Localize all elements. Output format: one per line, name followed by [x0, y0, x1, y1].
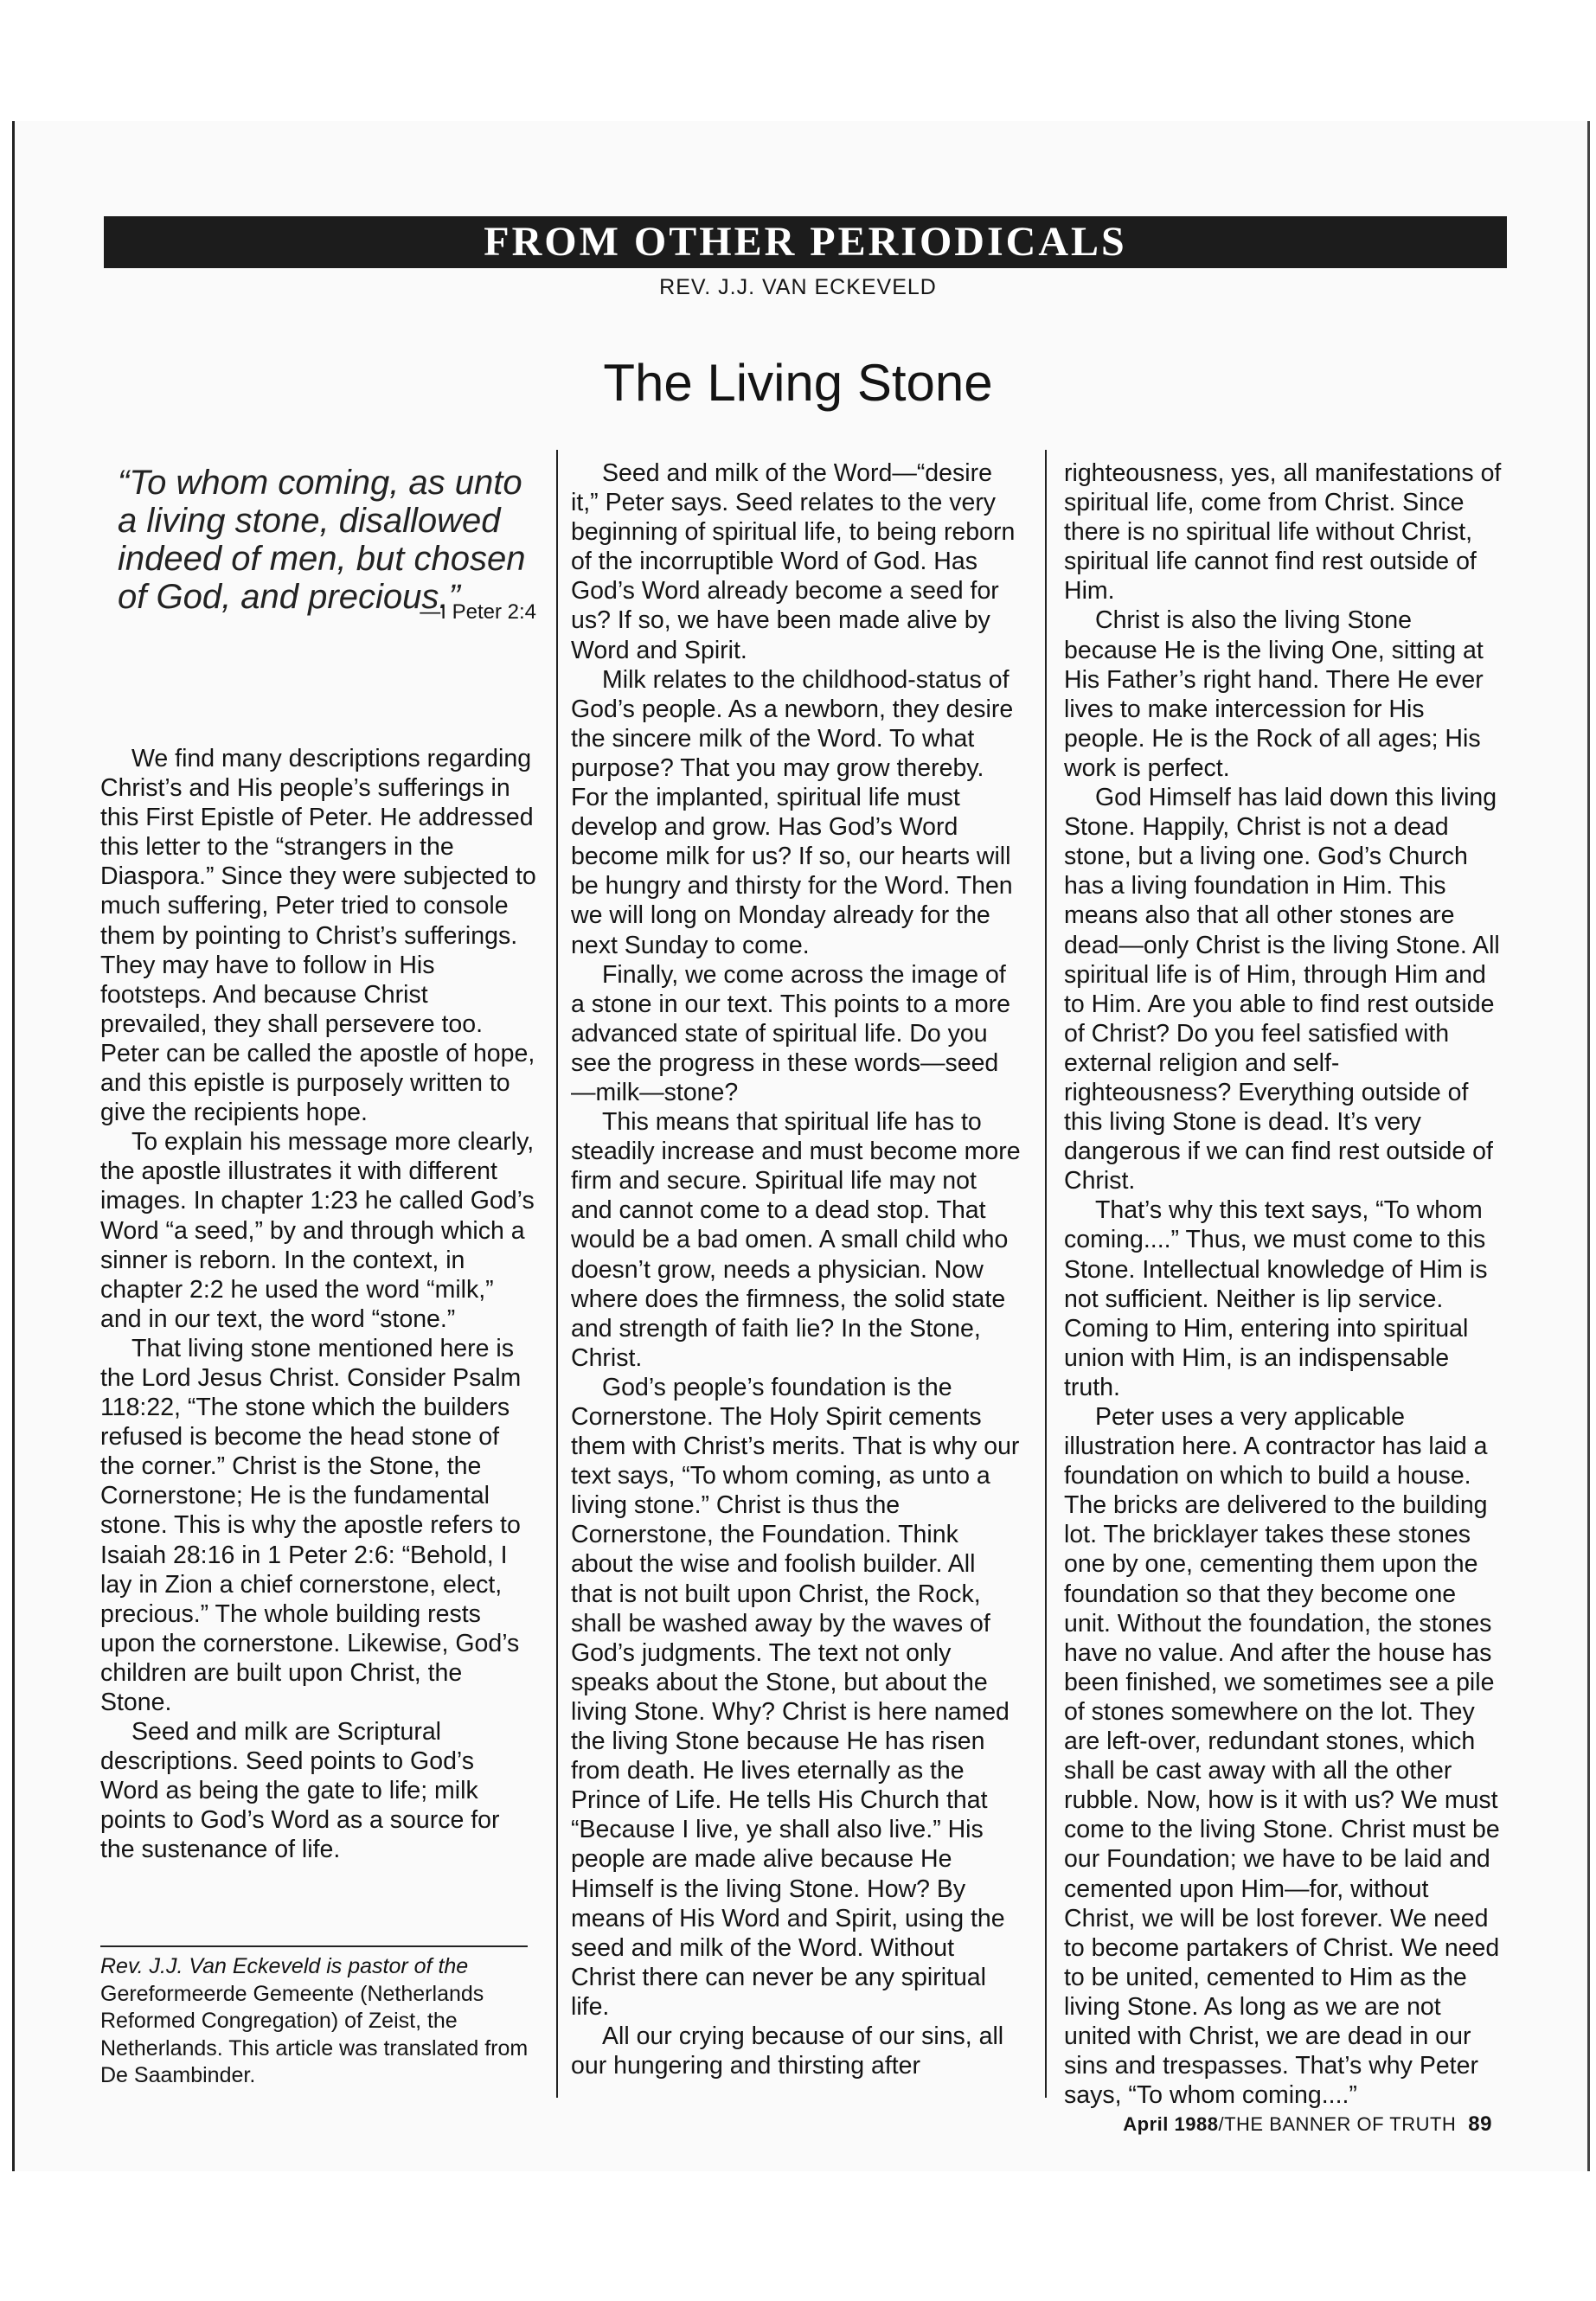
paragraph: God Himself has laid down this living Stone. Happily, Christ is not a dead stone, but a living one. God’s Church has a living foundation in Him. This means also that all other stones are dead—only Christ is the living Stone. All spiritual life is of Him, through Him and to Him. Are you able to find rest outside of Christ? Do you feel satisfied with external religion and self-righteousness? Everything outside of this living Stone is dead. It’s very dangerous if we can find rest outside of Christ.: [1064, 784, 1500, 1195]
paragraph: Christ is also the living Stone because He is the living One, sitting at His Father’s right hand. There He ever lives to make intercession for His people. He is the Rock of all ages; His work is perfect.: [1064, 606, 1484, 782]
issue-date: April 1988: [1123, 2113, 1219, 2135]
paragraph: Seed and milk are Scriptural descriptions. Seed points to God’s Word as being the gate to life; milk points to God’s Word as a source for the sustenance of life.: [100, 1718, 500, 1864]
paragraph: Peter uses a very applicable illustration here. A contractor has laid a foundation on which to build a house. The bricks are delivered to the building lot. The bricklayer takes these stones one by one, cementing them upon the foundation so that they become one unit. Without the foundation, the stones have no value. And after the house has been finished, we sometimes see a pile of stones somewhere on the lot. They are left-over, redundant stones, which shall be cast away with all the other rubble. Now, how is it with us? We must come to the living Stone. Christ must be our Foundation; we have to be laid and cemented upon Him—for, without Christ, we will be lost forever. We need to become partakers of Christ. We need to be united, cemented to Him as the living Stone. As long as we are not united with Christ, we are dead in our sins and trespasses. That’s why Peter says, “To whom coming....”: [1064, 1403, 1500, 2110]
pull-quote-reference: —I Peter 2:4: [420, 600, 536, 624]
pull-quote: “To whom coming, as unto a living stone, disallowed indeed of men, but chosen of God, and precious.”: [118, 464, 526, 616]
footnote-rule: [100, 1945, 528, 1947]
paragraph: All our crying because of our sins, all our hungering and thirsting after: [571, 2022, 1004, 2080]
page-footer: [1123, 2112, 1492, 2137]
footnote-text: Gereformeerde Gemeente: [100, 1981, 355, 2006]
paragraph: Finally, we come across the image of a stone in our text. This points to a more advanced state of spiritual life. Do you see the progress in these words—seed—milk—stone?: [571, 960, 1010, 1106]
paragraph: We find many descriptions regarding Christ’s and His people’s sufferings in this First Epistle of Peter. He addressed this letter to the “strangers in the Diaspora.” Since they were subjected to much suffering, Peter tried to console them by pointing to Christ’s sufferings. They may have to follow in His footsteps. And because Christ prevailed, they shall persevere too. Peter can be called the apostle of hope, and this epistle is purposely written to give the recipients hope.: [100, 745, 536, 1127]
publication-name: /THE BANNER OF TRUTH: [1218, 2113, 1457, 2135]
paragraph: Milk relates to the childhood-status of God’s people. As a newborn, they desire the sincere milk of the Word. To what purpose? That you may grow thereby. For the implanted, spiritual life must develop and grow. Has God’s Word become milk for us? If so, our hearts will be hungry and thirsty for the Word. Then we will long on Monday already for the next Sunday to come.: [571, 665, 1014, 959]
page-number: 89: [1468, 2112, 1492, 2136]
paragraph: This means that spiritual life has to steadily increase and must become more firm and secure. Spiritual life may not and cannot come to a dead stop. That would be a bad omen. A small child who doesn’t grow, needs a physician. Now where does the firmness, the solid state and strength of faith lie? In the Stone, Christ.: [571, 1108, 1021, 1372]
footnote-text: Rev. J.J. Van Eckeveld is pastor of the: [100, 1954, 469, 1978]
section-banner: FROM OTHER PERIODICALS: [104, 216, 1507, 268]
paragraph: That’s why this text says, “To whom coming....” Thus, we must come to this Stone. Intellectual knowledge of Him is not sufficient. Neither is lip service. Coming to Him, entering into spiritual union with Him, is an indispensable truth.: [1064, 1196, 1488, 1401]
author-byline: REV. J.J. VAN ECKEVELD: [659, 275, 937, 299]
paragraph: God’s people’s foundation is the Cornerstone. The Holy Spirit cements them with Christ’s merits. That is why our text says, “To whom coming, as unto a living stone.” Christ is thus the Cornerstone, the Foundation. Think about the wise and foolish builder. All that is not built upon Christ, the Rock, shall be washed away by the waves of God’s judgments. The text not only speaks about the Stone, but about the living Stone. Why? Christ is here named the living Stone because He has risen from death. He lives eternally as the Prince of Life. He tells His Church that “Because I live, ye shall also live.” His people are made alive because He Himself is the living Stone. How? By means of His Word and Spirit, using the seed and milk of the Word. Without Christ there can never be any spiritual life.: [571, 1373, 1020, 2021]
column-middle: [571, 458, 1021, 2080]
column-divider: [556, 450, 558, 2098]
paragraph: Seed and milk of the Word—“desire it,” Peter says. Seed relates to the very beginning of spiritual life, to being reborn of the incorruptible Word of God. Has God’s Word already become a seed for us? If so, we have been made alive by Word and Spirit.: [571, 459, 1016, 664]
article-title: The Living Stone: [603, 354, 993, 412]
paragraph: To explain his message more clearly, the apostle illustrates it with different images. In chapter 1:23 he called God’s Word “a seed,” by and through which a sinner is reborn. In the context, in chapter 2:2 he used the word “milk,” and in our text, the word “stone.”: [100, 1128, 535, 1333]
column-left: [100, 744, 536, 1865]
paragraph: righteousness, yes, all manifestations of spiritual life, come from Christ. Since there is no spiritual life without Christ, spiritual life cannot find rest outside of Him.: [1064, 459, 1502, 606]
footnote-text: De Saambinder.: [100, 2063, 256, 2087]
column-divider: [1045, 450, 1047, 2098]
column-right: [1064, 458, 1505, 2110]
footnote-text: (Netherlands Reformed Congregation) of Zeist, the Netherlands. This article was translated from: [100, 1981, 529, 2061]
paragraph: That living stone mentioned here is the Lord Jesus Christ. Consider Psalm 118:22, “The stone which the builders refused is become the head stone of the corner.” Christ is the Stone, the Cornerstone; He is the fundamental stone. This is why the apostle refers to Isaiah 28:16 in 1 Peter 2:6: “Behold, I lay in Zion a chief cornerstone, elect, precious.” The whole building rests upon the cornerstone. Likewise, God’s children are built upon Christ, the Stone.: [100, 1334, 522, 1716]
author-footnote: [100, 1953, 533, 2090]
